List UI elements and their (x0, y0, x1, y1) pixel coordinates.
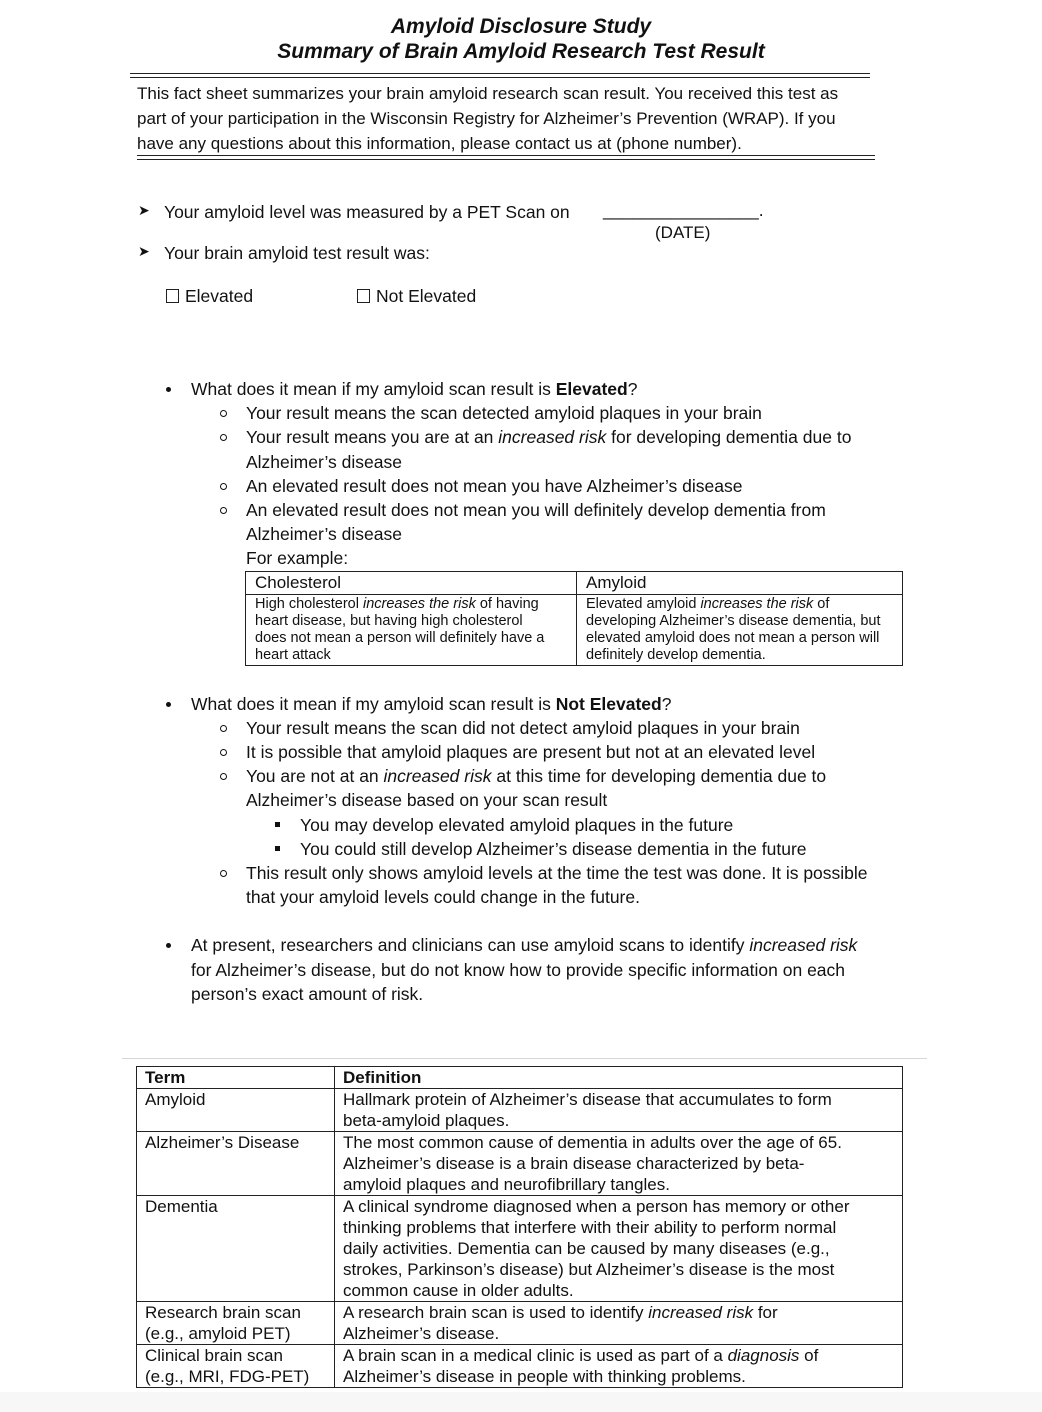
term-line: Clinical brain scan (145, 1346, 283, 1365)
present-line: for Alzheimer’s disease, but do not know how to provide specific information on each (191, 960, 846, 980)
table-header-row (137, 1067, 903, 1089)
term-cell (137, 1089, 335, 1132)
text: Your result means you are at an (246, 427, 499, 447)
term-line: Dementia (145, 1197, 218, 1216)
emphasis: diagnosis (727, 1346, 800, 1365)
cholesterol-cell (246, 595, 577, 666)
header-cell: Cholesterol (246, 572, 577, 595)
definition-cell (335, 1132, 903, 1196)
intro-rule-1 (137, 155, 875, 156)
cell-line: does not mean a person will definitely have a (255, 630, 545, 646)
bullet-icon (166, 943, 171, 948)
def-line: The most common cause of dementia in adults over the age of 65. (343, 1133, 842, 1152)
table-row (137, 1132, 903, 1196)
def-line: common cause in older adults. (343, 1281, 574, 1300)
def-line: A clinical syndrome diagnosed when a person has memory or other (343, 1197, 850, 1216)
option-elevated[interactable] (166, 284, 253, 308)
example-label: For example: (246, 548, 349, 568)
cell-line (255, 596, 567, 613)
not-elevated-item: This result only shows amyloid levels at the time the test was done. It is possible (246, 863, 868, 883)
arrow-bullet-icon: ➤ (138, 243, 150, 259)
intro-line: part of your participation in the Wisconsin Registry for Alzheimer’s Prevention (WRAP). If you (137, 109, 836, 128)
text: A research brain scan is used to identify (343, 1303, 649, 1322)
term-cell (137, 1345, 335, 1388)
square-bullet-icon (275, 822, 280, 827)
option-not-elevated-label: Not Elevated (376, 286, 477, 306)
intro-line: This fact sheet summarizes your brain amyloid research scan result. You received this test as (137, 84, 839, 103)
terms-table (136, 1066, 903, 1388)
page-bottom-edge (0, 1392, 1042, 1412)
def-line: Alzheimer’s disease in people with thinking problems. (343, 1367, 746, 1386)
scan-result-text: Your brain amyloid test result was: (164, 243, 430, 263)
term-line: Research brain scan (145, 1303, 301, 1322)
text: Elevated amyloid (586, 596, 701, 612)
cell-line: elevated amyloid does not mean a person will (586, 630, 880, 646)
cell-line (586, 596, 893, 613)
term-line: Amyloid (145, 1090, 206, 1109)
document-title: Amyloid Disclosure Study (390, 15, 652, 38)
definition-cell (335, 1302, 903, 1345)
circle-bullet-icon (220, 507, 227, 514)
def-line: daily activities. Dementia can be caused by many diseases (e.g., (343, 1239, 830, 1258)
circle-bullet-icon (220, 725, 227, 732)
top-rule-2 (130, 77, 870, 78)
header-term: Term (137, 1067, 335, 1089)
comparison-table (245, 571, 903, 666)
not-elevated-item: Your result means the scan did not detect amyloid plaques in your brain (246, 718, 800, 738)
cell-line: developing Alzheimer’s disease dementia, but (586, 613, 881, 629)
section-divider (122, 1058, 927, 1059)
term-line: Alzheimer’s Disease (145, 1133, 300, 1152)
def-line: Hallmark protein of Alzheimer’s disease that accumulates to form (343, 1090, 832, 1109)
header-definition: Definition (335, 1067, 903, 1089)
cell-line: heart attack (255, 647, 331, 663)
term-line: (e.g., amyloid PET) (145, 1324, 291, 1343)
q-suffix: ? (661, 694, 672, 714)
emphasis: increased risk (383, 766, 492, 786)
checkbox-icon[interactable] (166, 289, 179, 303)
definition-cell (335, 1196, 903, 1302)
table-row (137, 1302, 903, 1345)
def-line: strokes, Parkinson’s disease) but Alzheimer’s disease is the most (343, 1260, 835, 1279)
text: for developing dementia due to (606, 427, 852, 447)
cell-line: definitely develop dementia. (586, 647, 766, 663)
def-line (343, 1302, 894, 1323)
not-elevated-item (246, 764, 826, 788)
q-text: What does it mean if my amyloid scan result is (191, 379, 556, 399)
elevated-item (246, 425, 851, 449)
text: At present, researchers and clinicians can use amyloid scans to identify (191, 935, 750, 955)
option-not-elevated[interactable] (357, 284, 476, 308)
term-cell (137, 1302, 335, 1345)
circle-bullet-icon (220, 749, 227, 756)
present-line: person’s exact amount of risk. (191, 984, 424, 1004)
def-line: Alzheimer’s disease is a brain disease characterized by beta- (343, 1154, 805, 1173)
circle-bullet-icon (220, 870, 227, 877)
not-elevated-item-cont: that your amyloid levels could change in the future. (246, 887, 640, 907)
intro-paragraph (137, 81, 897, 156)
def-line: Alzheimer’s disease. (343, 1324, 500, 1343)
def-line: amyloid plaques and neurofibrillary tangles. (343, 1175, 670, 1194)
q-text: What does it mean if my amyloid scan result is (191, 694, 556, 714)
not-elevated-item-cont: Alzheimer’s disease based on your scan result (246, 790, 608, 810)
text: of (799, 1346, 819, 1365)
amyloid-cell (577, 595, 903, 666)
square-bullet-icon (275, 846, 280, 851)
term-line: (e.g., MRI, FDG-PET) (145, 1367, 310, 1386)
elevated-question (191, 377, 637, 401)
not-elevated-question (191, 692, 671, 716)
text: High cholesterol (255, 596, 363, 612)
intro-rule-2 (137, 159, 875, 160)
definition-cell (335, 1345, 903, 1388)
q-bold: Elevated (555, 379, 628, 399)
text: of (813, 596, 830, 612)
def-line: beta-amyloid plaques. (343, 1111, 510, 1130)
emphasis: increases the risk (363, 596, 476, 612)
circle-bullet-icon (220, 410, 227, 417)
text: of having (475, 596, 539, 612)
date-label: (DATE) (655, 223, 711, 242)
emphasis: increased risk (498, 427, 607, 447)
text: for (753, 1303, 778, 1322)
definition-cell (335, 1089, 903, 1132)
cell-line: heart disease, but having high cholesterol (255, 613, 523, 629)
date-blank[interactable]: ________________. (603, 200, 764, 220)
table-row (137, 1345, 903, 1388)
def-line: thinking problems that interfere with their ability to perform normal (343, 1218, 837, 1237)
term-cell (137, 1196, 335, 1302)
circle-bullet-icon (220, 773, 227, 780)
emphasis: increased risk (648, 1303, 754, 1322)
text: at this time for developing dementia due to (491, 766, 827, 786)
scan-measured-text: Your amyloid level was measured by a PET Scan on (164, 202, 570, 222)
table-row (137, 1089, 903, 1132)
checkbox-icon[interactable] (357, 289, 370, 303)
table-row (246, 595, 903, 666)
term-cell (137, 1132, 335, 1196)
intro-line: have any questions about this information, please contact us at (phone number). (137, 134, 742, 153)
text: You are not at an (246, 766, 384, 786)
option-elevated-label: Elevated (185, 286, 254, 306)
emphasis: increased risk (749, 935, 858, 955)
not-elevated-item: It is possible that amyloid plaques are present but not at an elevated level (246, 742, 816, 762)
bullet-icon (166, 702, 171, 707)
text: A brain scan in a medical clinic is used as part of a (343, 1346, 728, 1365)
top-rule-1 (130, 73, 870, 74)
elevated-item: Your result means the scan detected amyloid plaques in your brain (246, 403, 762, 423)
circle-bullet-icon (220, 434, 227, 441)
table-header-row (246, 572, 903, 595)
bullet-icon (166, 387, 171, 392)
header-cell: Amyloid (577, 572, 903, 595)
circle-bullet-icon (220, 483, 227, 490)
def-line (343, 1345, 894, 1366)
emphasis: increases the risk (700, 596, 814, 612)
elevated-item: An elevated result does not mean you will definitely develop dementia from (246, 500, 826, 520)
not-elevated-subitem: You may develop elevated amyloid plaques in the future (300, 815, 734, 835)
q-bold: Not Elevated (555, 694, 662, 714)
arrow-bullet-icon: ➤ (138, 202, 150, 218)
table-row (137, 1196, 903, 1302)
elevated-item-cont: Alzheimer’s disease (246, 452, 402, 472)
elevated-item: An elevated result does not mean you have Alzheimer’s disease (246, 476, 743, 496)
document-subtitle: Summary of Brain Amyloid Research Test Result (277, 40, 765, 63)
q-suffix: ? (627, 379, 638, 399)
present-line (191, 933, 857, 957)
elevated-item-cont: Alzheimer’s disease (246, 524, 402, 544)
not-elevated-subitem: You could still develop Alzheimer’s disease dementia in the future (300, 839, 807, 859)
